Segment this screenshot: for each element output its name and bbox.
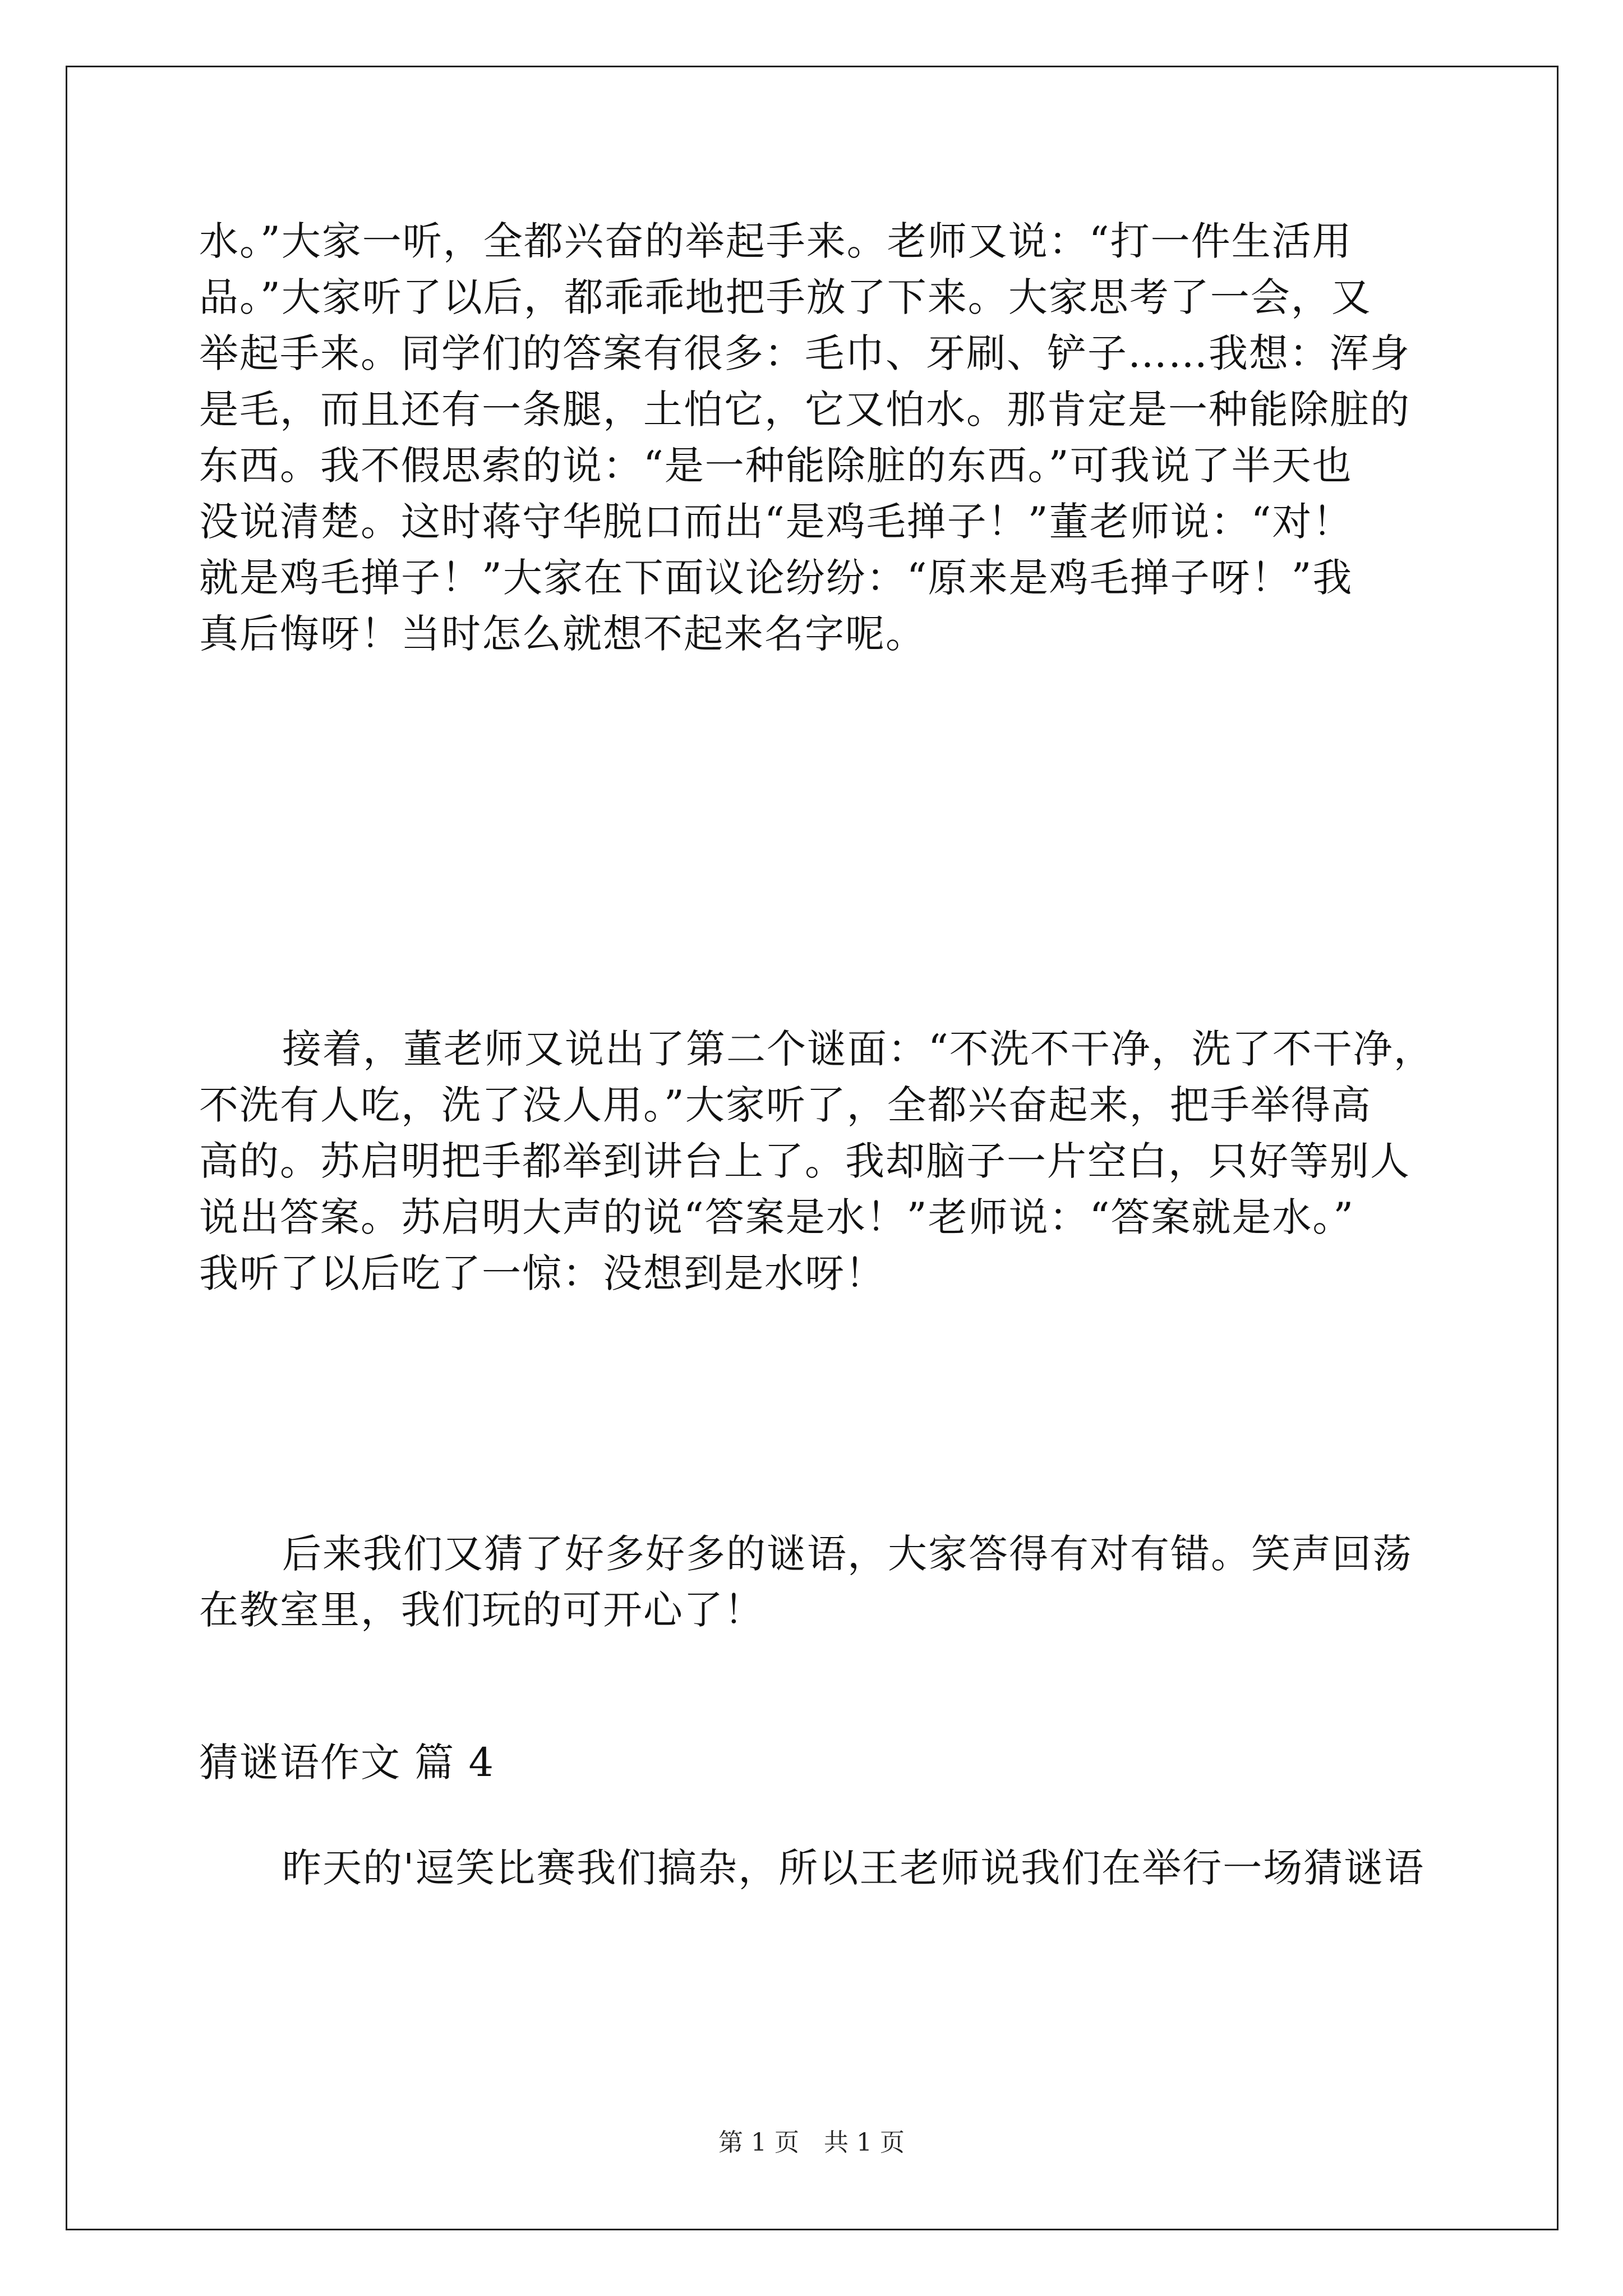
text-line: 东西。我不假思索的说：“是一种能除脏的东西。”可我说了半天也 (199, 443, 1353, 489)
heading-text: 猜谜语作文 篇 4 (199, 1740, 495, 1786)
text-line: 就是鸡毛掸子！”大家在下面议论纷纷：“原来是鸡毛掸子呀！”我 (199, 555, 1353, 601)
text-line: 举起手来。同学们的答案有很多：毛巾、牙刷、铲子……我想：浑身 (199, 330, 1410, 376)
text-line: 昨天的'逗笑比赛我们搞杂，所以王老师说我们在举行一场猜谜语 (282, 1845, 1425, 1891)
section-heading (199, 1734, 495, 1791)
text-line: 说出答案。苏启明大声的说“答案是水！”老师说：“答案就是水。” (199, 1194, 1355, 1240)
paragraph-2 (199, 1021, 1434, 1301)
paragraph-4 (199, 1840, 1424, 1896)
paragraph-1 (199, 213, 1410, 662)
page-footer: 第 1 页 共 1 页 (718, 2128, 905, 2157)
text-line: 真后悔呀！当时怎么就想不起来名字呢。 (199, 611, 926, 657)
text-line: 接着，董老师又说出了第二个谜面：“不洗不干净，洗了不干净， (282, 1026, 1434, 1072)
text-line: 没说清楚。这时蒋守华脱口而出“是鸡毛掸子！”董老师说：“对！ (199, 499, 1353, 545)
text-line: 我听了以后吃了一惊：没想到是水呀！ (199, 1250, 886, 1296)
text-line: 在教室里，我们玩的可开心了！ (199, 1587, 764, 1633)
paragraph-3 (199, 1526, 1413, 1638)
text-line: 高的。苏启明把手都举到讲台上了。我却脑子一片空白，只好等别人 (199, 1138, 1410, 1184)
text-line: 水。”大家一听，全都兴奋的举起手来。老师又说：“打一件生活用 (199, 218, 1353, 264)
text-line: 品。”大家听了以后，都乖乖地把手放了下来。大家思考了一会，又 (199, 274, 1372, 320)
text-line: 不洗有人吃，洗了没人用。”大家听了，全都兴奋起来，把手举得高 (199, 1082, 1372, 1128)
text-line: 是毛，而且还有一条腿，土怕它，它又怕水。那肯定是一种能除脏的 (199, 386, 1410, 432)
text-line: 后来我们又猜了好多好多的谜语，大家答得有对有错。笑声回荡 (282, 1531, 1413, 1577)
